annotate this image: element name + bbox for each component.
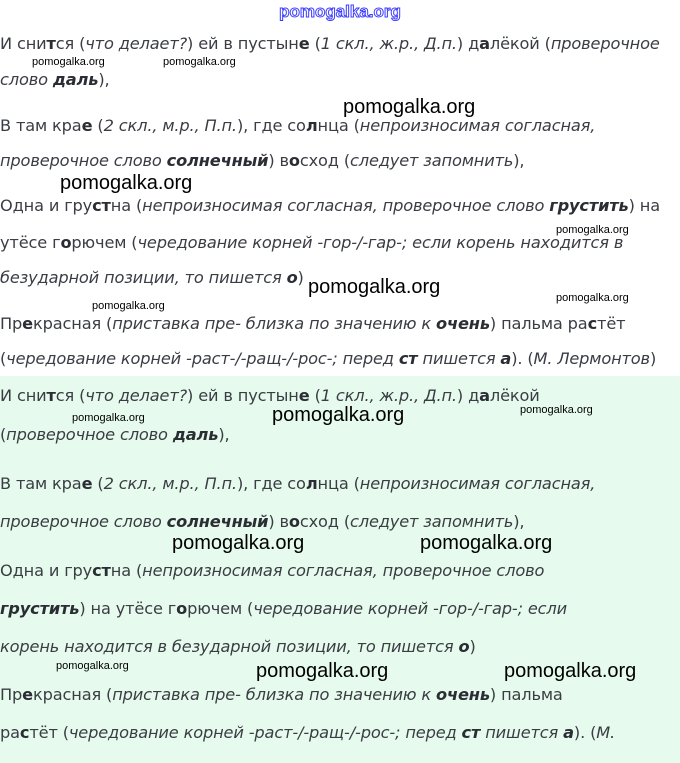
text-line: слово даль), (0, 70, 110, 89)
watermark: pomogalka.org (92, 300, 165, 312)
text-line: Одна и грустна (непроизносимая согласная, проверочное слово грустить) на (0, 196, 660, 215)
text-line: Прекрасная (приставка пре- близка по значению к очень) пальма (0, 685, 563, 704)
text-line: В там крае (2 скл., м.р., П.п.), где солнца (непроизносимая согласная, (0, 116, 596, 135)
text-line: проверочное слово солнечный) восход (следует запомнить), (0, 512, 525, 531)
text-line: Прекрасная (приставка пре- близка по значению к очень) пальма растёт (0, 314, 626, 333)
watermark: pomogalka.org (32, 56, 105, 68)
watermark: pomogalka.org (256, 660, 389, 682)
text-line: И снится (что делает?) ей в пустыне (1 скл., ж.р., Д.п.) далёкой (0, 386, 540, 405)
watermark: pomogalka.org (420, 532, 553, 554)
watermark: pomogalka.org (556, 224, 629, 236)
watermark: pomogalka.org (56, 660, 129, 672)
watermark: pomogalka.org (72, 412, 145, 424)
text-line: безударной позиции, то пишется о) (0, 268, 304, 287)
text-line: грустить) на утёсе горючем (чередование корней -гор-/-гар-; если (0, 599, 568, 618)
text-line: И снится (что делает?) ей в пустыне (1 скл., ж.р., Д.п.) далёкой (проверочное (0, 34, 660, 53)
watermark: pomogalka.org (272, 404, 405, 426)
text-line: (проверочное слово даль), (0, 425, 230, 444)
text-line: утёсе горючем (чередование корней -гор-/-гар-; если корень находится в (0, 233, 624, 252)
watermark: pomogalka.org (556, 292, 629, 304)
text-line: корень находится в безударной позиции, то пишется о) (0, 637, 476, 656)
watermark: pomogalka.org (504, 660, 637, 682)
watermark-top: pomogalka.org (279, 2, 401, 21)
text-line: проверочное слово солнечный) восход (следует запомнить), (0, 151, 525, 170)
watermark: pomogalka.org (163, 56, 236, 68)
text-line: (чередование корней -раст-/-ращ-/-рос-; перед ст пишется а). (М. Лермонтов) (0, 349, 657, 368)
text-line: Одна и грустна (непроизносимая согласная, проверочное слово (0, 561, 545, 580)
text-line: растёт (чередование корней -раст-/-ращ-/-рос-; перед ст пишется а). (М. (0, 723, 616, 742)
watermark: pomogalka.org (308, 276, 441, 298)
watermark: pomogalka.org (520, 404, 593, 416)
watermark: pomogalka.org (343, 96, 476, 118)
watermark: pomogalka.org (60, 172, 193, 194)
watermark: pomogalka.org (172, 532, 305, 554)
text-line: В там крае (2 скл., м.р., П.п.), где солнца (непроизносимая согласная, (0, 474, 596, 493)
